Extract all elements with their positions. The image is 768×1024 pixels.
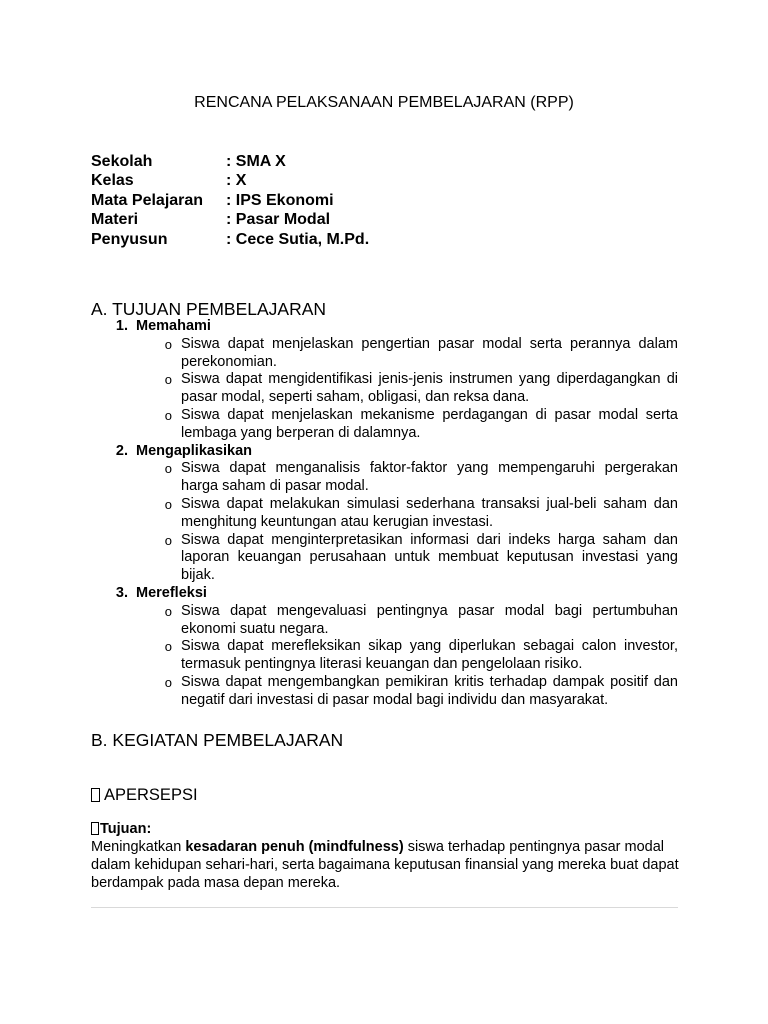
objective-group-number: 2.: [115, 442, 128, 459]
objective-text: Siswa dapat menginterpretasikan informasi dari indeks harga saham dan laporan keuangan perusahaan untuk membuat keputusan investasi yang bijak.: [181, 531, 678, 584]
circle-bullet-icon: o: [164, 639, 172, 655]
apersepsi-heading: [91, 785, 198, 805]
missing-glyph-icon: [91, 822, 99, 835]
objective-item: [91, 371, 678, 407]
identity-block: [91, 152, 691, 249]
objective-item: [91, 603, 678, 639]
objective-text: Siswa dapat merefleksikan sikap yang diperlukan sebagai calon investor, termasuk pentingnya literasi keuangan dan pengelolaan risiko.: [181, 638, 678, 673]
identity-label: Mata Pelajaran: [91, 191, 204, 209]
section-b-heading: B. KEGIATAN PEMBELAJARAN: [91, 730, 344, 750]
tujuan-label: [91, 820, 151, 838]
circle-bullet-icon: o: [164, 372, 172, 388]
objective-group-label: Merefleksi: [136, 584, 207, 601]
identity-row-penyusun: [91, 230, 691, 249]
objective-group-label: Memahami: [136, 318, 211, 334]
objective-item: [91, 496, 678, 532]
objective-text: Siswa dapat mengidentifikasi jenis-jenis instrumen yang diperdagangkan di pasar modal, seperti saham, obligasi, dan reksa dana.: [181, 371, 678, 406]
tujuan-text-end: siswa terhadap pentingnya pasar modal dalam kehidupan sehari-hari, serta bagaimana keputusan finansial yang mereka buat dapat berdampak pada masa depan mereka.: [91, 839, 679, 891]
objective-item: [91, 638, 678, 674]
identity-row-kelas: [91, 171, 691, 190]
apersepsi-heading-text: APERSEPSI: [104, 786, 198, 804]
objective-item: [91, 674, 678, 710]
identity-value: : Pasar Modal: [226, 211, 331, 229]
tujuan-label-text: Tujuan:: [100, 821, 152, 837]
objective-group-title: [91, 585, 678, 603]
objective-text: Siswa dapat menganalisis faktor-faktor yang mempengaruhi pergerakan harga saham di pasar modal.: [181, 460, 678, 495]
tujuan-text-bold: kesadaran penuh (mindfulness): [185, 839, 404, 855]
circle-bullet-icon: o: [164, 461, 172, 477]
circle-bullet-icon: o: [164, 336, 172, 352]
tujuan-text-start: Meningkatkan: [91, 839, 186, 855]
identity-row-mata-pelajaran: [91, 191, 691, 210]
objective-text: Siswa dapat melakukan simulasi sederhana transaksi jual-beli saham dan menghitung keuntungan atau kerugian investasi.: [181, 495, 678, 530]
objective-group-title: [91, 318, 678, 336]
missing-glyph-icon: [91, 788, 100, 802]
identity-label: Materi: [91, 211, 139, 229]
circle-bullet-icon: o: [164, 674, 172, 690]
objectives-list: [91, 318, 678, 710]
identity-label: Penyusun: [91, 230, 168, 248]
circle-bullet-icon: o: [164, 532, 172, 548]
circle-bullet-icon: o: [164, 603, 172, 619]
identity-label: Sekolah: [91, 153, 153, 170]
objective-group-number: 3.: [115, 584, 128, 601]
section-a-heading: A. TUJUAN PEMBELAJARAN: [91, 299, 327, 319]
identity-label: Kelas: [91, 172, 134, 190]
horizontal-divider: [91, 907, 678, 908]
tujuan-paragraph: [91, 838, 681, 892]
objective-text: Siswa dapat menjelaskan pengertian pasar modal serta perannya dalam perekonomian.: [181, 335, 678, 370]
objective-group-number: 1.: [115, 318, 128, 334]
objective-text: Siswa dapat mengembangkan pemikiran kritis terhadap dampak positif dan negatif dari investasi di pasar modal bagi individu dan masyarakat.: [181, 673, 678, 708]
identity-row-sekolah: [91, 152, 691, 171]
objective-text: Siswa dapat mengevaluasi pentingnya pasar modal bagi pertumbuhan ekonomi suatu negara.: [181, 602, 678, 637]
document-title: RENCANA PELAKSANAAN PEMBELAJARAN (RPP): [194, 94, 574, 111]
objective-text: Siswa dapat menjelaskan mekanisme perdagangan di pasar modal serta lembaga yang berperan di dalamnya.: [181, 406, 678, 441]
circle-bullet-icon: o: [164, 496, 172, 512]
identity-value: : X: [226, 172, 247, 190]
identity-row-materi: [91, 210, 691, 229]
circle-bullet-icon: o: [164, 407, 172, 423]
objective-item: [91, 336, 678, 372]
objective-item: [91, 460, 678, 496]
objective-group-label: Mengaplikasikan: [136, 442, 253, 459]
identity-value: : IPS Ekonomi: [226, 191, 334, 209]
objective-item: [91, 407, 678, 443]
identity-value: : SMA X: [226, 153, 286, 170]
objective-item: [91, 532, 678, 585]
objective-group-title: [91, 443, 678, 461]
identity-value: : Cece Sutia, M.Pd.: [226, 230, 370, 248]
